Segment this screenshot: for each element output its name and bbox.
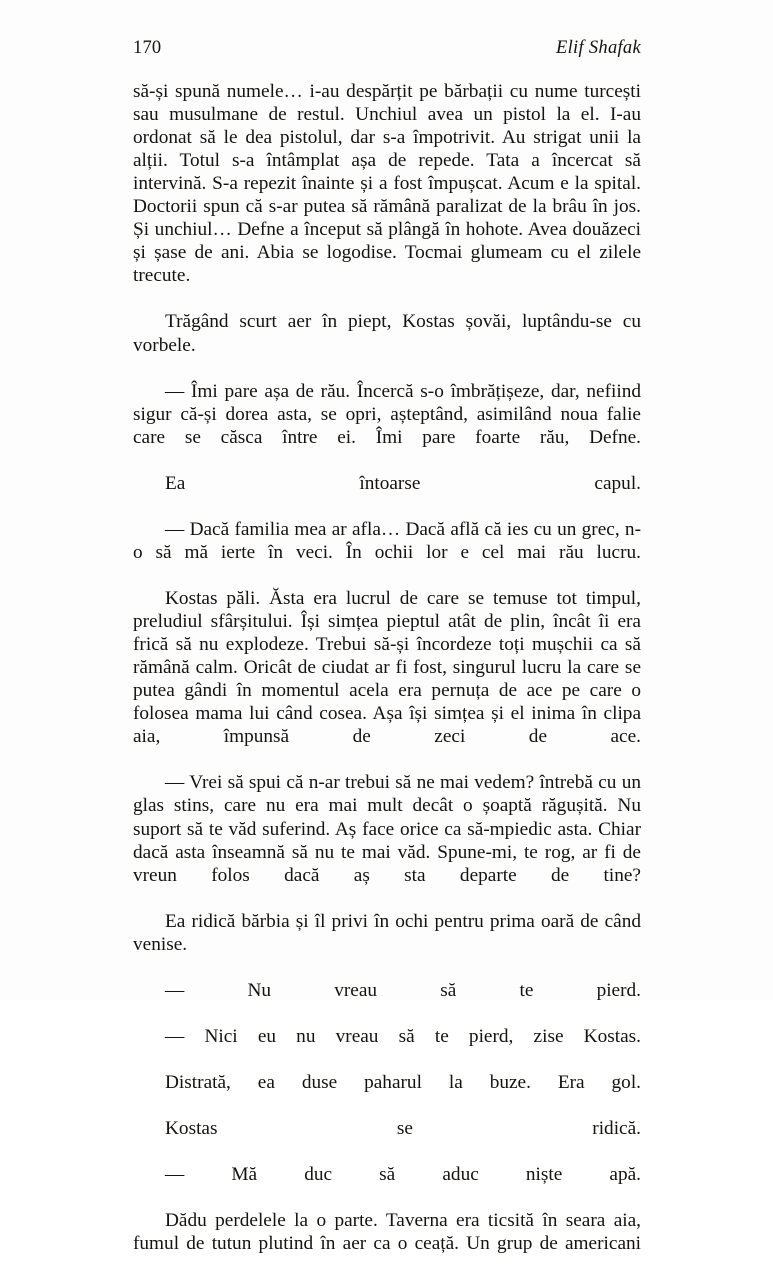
paragraph: să-și spună numele… i-au despărțit pe bărbații cu nume turcești sau musulmane de restul. Unchiul avea un pistol la el. I-au ordonat să le dea pistolul, dar s-a împotrivit. Au strigat unii la alții. Totul s-a întâmplat așa de repede. Tata a încercat să intervină. S-a repezit înainte și a fost împușcat. Acum e la spital. Doctorii spun că s-ar putea să rămână paralizat de la brâu în jos. Și unchiul… Defne a început să plângă în hohote. Avea douăzeci și șase de ani. Abia se logodise. Tocmai glumeam cu el zilele trecute. [133,81,641,287]
running-head [133,38,641,59]
paragraph: — Nu vreau să te pierd. [165,979,641,1001]
page-number: 170 [133,38,162,58]
body-text [133,80,641,1278]
paragraph: Ea ridică bărbia și îl privi în ochi pentru prima oară de când venise. [133,910,641,955]
paragraph: — Îmi pare așa de rău. Încercă s-o îmbrățișeze, dar, nefiind sigur că-și dorea asta, se opri, așteptând, asimilând noua falie care se căsca între ei. Îmi pare foarte rău, Defne. [133,380,641,448]
paragraph: — Nici eu nu vreau să te pierd, zise Kostas. [165,1025,641,1047]
paragraph: Distrată, ea duse paharul la buze. Era gol. [165,1072,641,1094]
paragraph: Dădu perdelele la o parte. Taverna era ticsită în seara aia, fumul de tutun plutind în aer ca o ceață. Un grup de americani [133,1210,641,1255]
paragraph: Kostas păli. Ăsta era lucrul de care se temuse tot timpul, preludiul sfârșitului. Își simțea pieptul atât de plin, încât îi era frică să nu explodeze. Trebui să-și încordeze toți mușchii ca să rămână calm. Oricât de ciudat ar fi fost, singurul lucru la care se putea gândi în momentul acela era pernuța de ace pe care o folosea mama lui când cosea. Așa își simțea și el inima în clipa aia, împunsă de zeci de ace. [133,588,641,748]
author-name: Elif Shafak [556,38,641,58]
paragraph: — Dacă familia mea ar afla… Dacă află că ies cu un grec, n-o să mă ierte în veci. În ochii lor e cel mai rău lucru. [133,518,641,563]
paragraph: — Vrei să spui că n-ar trebui să ne mai vedem? întrebă cu un glas stins, care nu era mai mult decât o șoaptă răgușită. Nu suport să te văd suferind. Aș face orice ca să-mpiedic asta. Chiar dacă asta înseamnă să nu te mai văd. Spune-mi, te rog, ar fi de vreun folos dacă aș sta departe de tine? [133,772,641,886]
paragraph: Kostas se ridică. [165,1118,641,1140]
paragraph: Ea întoarse capul. [165,472,641,494]
paragraph: Trăgând scurt aer în piept, Kostas șovăi, luptându-se cu vorbele. [133,311,641,356]
paragraph: — Mă duc să aduc niște apă. [165,1164,641,1186]
